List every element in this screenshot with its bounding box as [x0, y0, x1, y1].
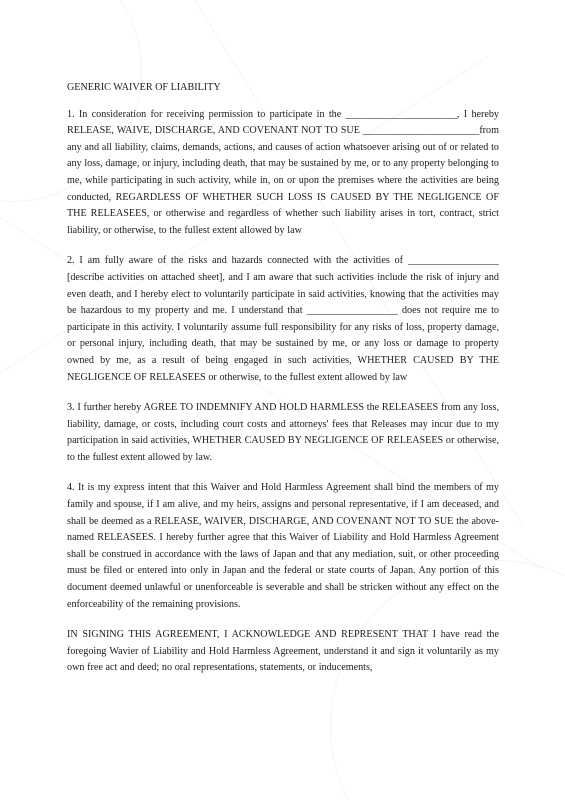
document-body [67, 80, 499, 691]
paragraph-indemnify: 3. I further hereby AGREE TO INDEMNIFY AND HOLD HARMLESS the RELEASEES from any loss, liability, damage, or costs, including court costs and attorneys' fees that Releases may incur due to my participation in said activities, WHETHER CAUSED BY NEGLIGENCE OF RELEASEES or otherwise, to the fullest extent allowed by law. [67, 402, 499, 463]
paragraph-intent: 4. It is my express intent that this Waiver and Hold Harmless Agreement shall bind the members of my family and spouse, if I am alive, and my heirs, assigns and personal representative, if I am deceased, and shall be deemed as a RELEASE, WAIVER, DISCHARGE, AND COVENANT NOT TO SUE the above-named RELEASEES. I hereby further agree that this Waiver of Liability and Hold Harmless Agreement shall be construed in accordance with the laws of Japan and that any mediation, suit, or other proceeding must be filed or entered into only in Japan and the federal or state courts of Japan. Any portion of this document deemed unlawful or unenforceable is severable and shall be stricken without any effect on the enforceability of the remaining provisions. [67, 482, 499, 610]
paragraph-risks: 2. I am fully aware of the risks and hazards connected with the activities of __________________ [describe activities on attached sheet], and I am aware that such activities include the risk of injury and even death, and I hereby elect to voluntarily participate in said activities, knowing that the activities may be hazardous to my property and me. I understand that __________________ does not require me to participate in this activity. I voluntarily assume full responsibility for any risks of loss, property damage, or personal injury, including death, that may be sustained by me, or any loss or damage to property owned by me, as a result of being engaged in such activities, WHETHER CAUSED BY THE NEGLIGENCE OF RELEASEES or otherwise, to the fullest extent allowed by law [67, 255, 499, 383]
paragraph-signing: IN SIGNING THIS AGREEMENT, I ACKNOWLEDGE AND REPRESENT THAT I have read the foregoing Wavier of Liability and Hold Harmless Agreement, understand it and sign it voluntarily as my own free act and deed; no oral representations, statements, or inducements, [67, 629, 499, 674]
document-title: GENERIC WAIVER OF LIABILITY [67, 82, 221, 93]
paragraph-release: 1. In consideration for receiving permission to participate in the ______________________, I hereby RELEASE, WAIVE, DISCHARGE, AND COVENANT NOT TO SUE _______________________from any and all liability, claims, demands, actions, and causes of action whatsoever arising out of or related to any loss, damage, or injury, including death, that may be sustained by me, or to any property belonging to me, while participating in such activity, while in, on or upon the premises where the activities are being conducted, REGARDLESS OF WHETHER SUCH LOSS IS CAUSED BY THE NEGLIGENCE OF THE RELEASEES, or otherwise and regardless of whether such liability arises in tort, contract, strict liability, or otherwise, to the fullest extent allowed by law [67, 108, 499, 236]
